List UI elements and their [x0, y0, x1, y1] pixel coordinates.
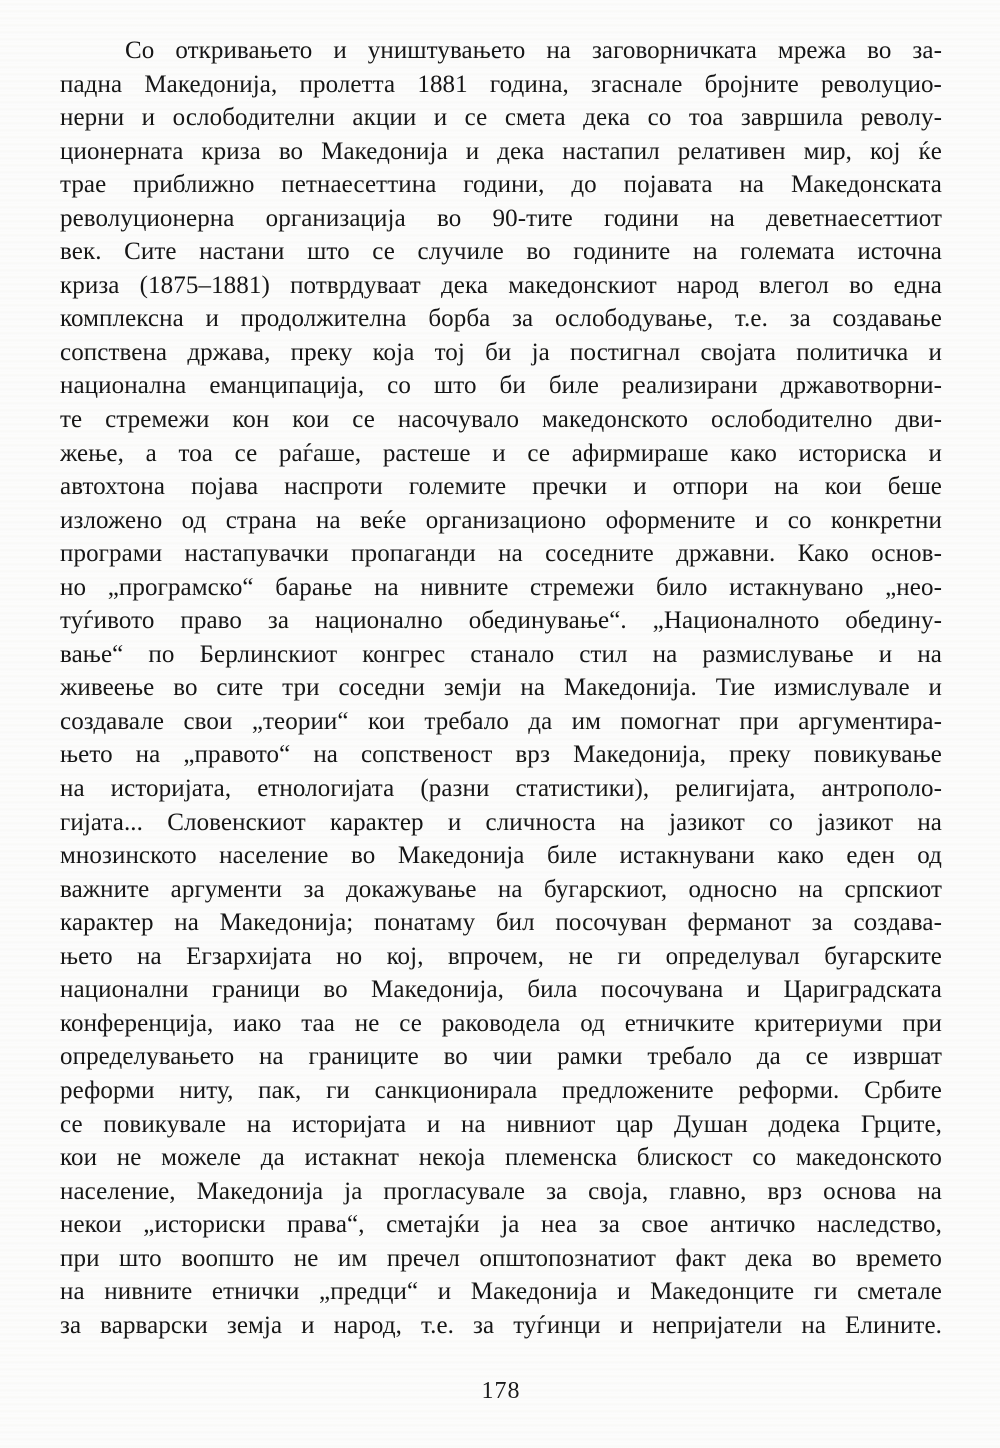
text-line: важните аргументи за докажување на бугарскиот, односно на српскиот: [60, 875, 942, 903]
text-line: век. Сите настани што се случиле во годините на големата источна: [60, 238, 942, 266]
text-line: гијата... Словенскиот карактер и сличноста на јазикот со јазикот на: [60, 808, 942, 836]
text-line: реформи ниту, пак, ги санкционирала предложените реформи. Србите: [60, 1076, 942, 1104]
text-line: те стремежи кон кои се насочувало македонското ослободително дви-: [60, 406, 942, 434]
text-line: но „програмско“ барање на нивните стремежи било истакнувано „нео-: [60, 573, 942, 601]
text-line: криза (1875–1881) потврдуваат дека македонскиот народ влегол во една: [60, 271, 942, 299]
text-line: на историјата, етнологијата (разни статистики), религијата, антрополо-: [60, 775, 942, 803]
text-line: се повикувале на историјата и на нивниот цар Душан додека Грците,: [60, 1110, 942, 1138]
text-line: програми настапувачки пропаганди на соседните државни. Како основ-: [60, 540, 942, 568]
text-line: туѓивото право за национално обединување“. „Националното обедину-: [60, 607, 942, 635]
text-line: њето на Егзархијата но кој, впрочем, не ги определувал бугарските: [60, 942, 942, 970]
text-line: национална еманципација, со што би биле реализирани државотворни-: [60, 372, 942, 400]
text-line: конференција, иако таа не се раководела од етничките критериуми при: [60, 1009, 942, 1037]
text-line: ционерната криза во Македонија и дека настапил релативен мир, кој ќе: [60, 137, 942, 165]
text-line: определувањето на границите во чии рамки требало да се извршат: [60, 1043, 942, 1071]
text-line: падна Македонија, пролетта 1881 година, згаснале бројните револуцио-: [60, 70, 942, 98]
body-paragraph: [60, 34, 942, 1342]
text-line: револуционерна организација во 90-тите години на деветнаесеттиот: [60, 204, 942, 232]
text-line: при што воопшто не им пречел општопознатиот факт дека во времето: [60, 1244, 942, 1272]
text-line: некои „историски права“, сметајќи ја неа за свое античко наследство,: [60, 1211, 942, 1239]
text-line: трае приближно петнаесеттина години, до појавата на Македонската: [60, 171, 942, 199]
text-line: автохтона појава наспроти големите пречки и отпори на кои беше: [60, 473, 942, 501]
text-line: нерни и ослободителни акции и се смета дека со тоа завршила револу-: [60, 104, 942, 132]
text-line: Со откривањето и уништувањето на заговорничката мрежа во за-: [125, 37, 942, 64]
text-line: комплексна и продолжителна борба за ослободување, т.е. за создавање: [60, 305, 942, 333]
page-number: 178: [481, 1378, 521, 1405]
text-line: кои не можеле да истакнат некоја племенска блискост со македонското: [60, 1144, 942, 1172]
text-line: изложено од страна на веќе организационо оформените и со конкретни: [60, 506, 942, 534]
text-line: живеење во сите три соседни земји на Македонија. Тие измислувале и: [60, 674, 942, 702]
text-line: национални граници во Македонија, била посочувана и Цариградската: [60, 976, 942, 1004]
text-line: сопствена држава, преку која тој би ја постигнал својата политичка и: [60, 338, 942, 366]
text-line: њето на „правото“ на сопственост врз Македонија, преку повикување: [60, 741, 942, 769]
text-line: вање“ по Берлинскиот конгрес станало стил на размислување и на: [60, 640, 942, 668]
text-line: создавале свои „теории“ кои требало да им помогнат при аргументира-: [60, 707, 942, 735]
text-line: на нивните етнички „предци“ и Македонија и Македонците ги сметале: [60, 1278, 942, 1306]
text-line: население, Македонија ја прогласувале за своја, главно, врз основа на: [60, 1177, 942, 1205]
text-line: мнозинското население во Македонија биле истакнувани како еден од: [60, 842, 942, 870]
text-line: карактер на Македонија; понатаму бил посочуван ферманот за создава-: [60, 909, 942, 937]
text-line: за варварски земја и народ, т.е. за туѓинци и непријатели на Елините.: [60, 1311, 942, 1339]
text-line: жење, а тоа се раѓаше, растеше и се афирмираше како историска и: [60, 439, 942, 467]
